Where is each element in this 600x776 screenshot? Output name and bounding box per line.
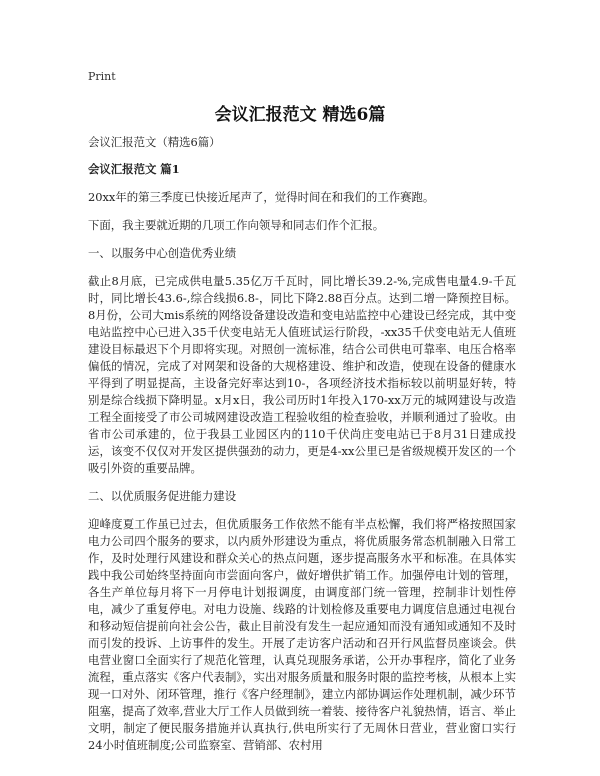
paragraph-intro: 20xx年的第三季度已快接近尾声了，觉得时间在和我们的工作赛跑。 xyxy=(88,190,435,204)
subheading-1: 一、以服务中心创造优秀业绩 xyxy=(88,246,237,260)
print-label[interactable]: Print xyxy=(88,70,116,83)
document-subtitle: 会议汇报范文（精选6篇） xyxy=(88,135,221,149)
paragraph-overview: 下面，我主要就近期的几项工作向领导和同志们作个汇报。 xyxy=(88,218,385,232)
paragraph-service: 迎峰度夏工作虽已过去，但优质服务工作依然不能有半点松懈，我们将严格按照国家电力公司四个服务的要求，以内质外形建设为重点，将优质服务常态机制融入日常工作，及时处理行风建设和群众关心的热点问题，逐步提高服务水平和标准。在具体实践中我公司始终坚持面向市尝面向客户，做好增供扩销工作。加强停电计划的管理，各生产单位每月将下一月停电计划报调度，由调度部门统一管理，控制非计划性停电，减少了重复停电。对电力设施、线路的计划检修及重要电力调度信息通过电视台和移动短信提前向社会公告，截止目前没有发生一起应通知而没有通知或通知不及时而引发的投诉、上访事件的发生。开展了走访客户活动和召开行风监督员座谈会。供电营业窗口全面实行了规范化管理，认真兑现服务承诺，公开办事程序，简化了业务流程，重点落实《客户代表制》，实出对服务质量和服务时限的监控考核，从根本上实现一口对外、闭环管理，推行《客户经理制》，建立内部协调运作处理机制，减少环节阻塞，提高了效率,营业大厅工作人员做到统一着装、接待客户礼貌热情，语言、举止文明，制定了便民服务措施并认真执行,供电所实行了无周休日营业，营业窗口实行24小时值班制度;公司监察室、营销部、农村用 xyxy=(88,517,516,752)
section-heading: 会议汇报范文 篇1 xyxy=(88,162,180,176)
subheading-2: 二、以优质服务促进能力建设 xyxy=(88,489,237,503)
document-title: 会议汇报范文 精选6篇 xyxy=(214,105,386,125)
document-body xyxy=(88,134,516,765)
paragraph-performance: 截止8月底，已完成供电量5.35亿万千瓦时，同比增长39.2-%,完成售电量4.9-千瓦时，同比增长43.6-,综合线损6.8-，同比下降2.88百分点。达到二增一降预控目标。8月份，公司大mis系统的网络设备建设改造和变电站监控中心建设已经完成，其中变电站监控中心已进入35千伏变电站无人值班试运行阶段，-xx35千伏变电站无人值班建设目标最迟下个月即将实现。对照创一流标准，结合公司供电可靠率、电压合格率偏低的情况，完成了对网架和设备的大规格建设、维护和改造，使现在设备的健康水平得到了明显提高，主设备完好率达到10-，各项经济技术指标较以前明显好转，特别是综合线损下降明显。x月x日，我公司历时1年投入170-xx万元的城网建设与改造工程全面接受了市公司城网建设改造工程验收组的检查验收，并顺利通过了验收。由省市公司承建的，位于我县工业园区内的110千伏尚庄变电站已于8月31日建成投运，该变不仅仅对开发区提供强劲的动力，更是4-xx公里已是省级规模开发区的一个吸引外资的重要品牌。 xyxy=(88,274,516,475)
